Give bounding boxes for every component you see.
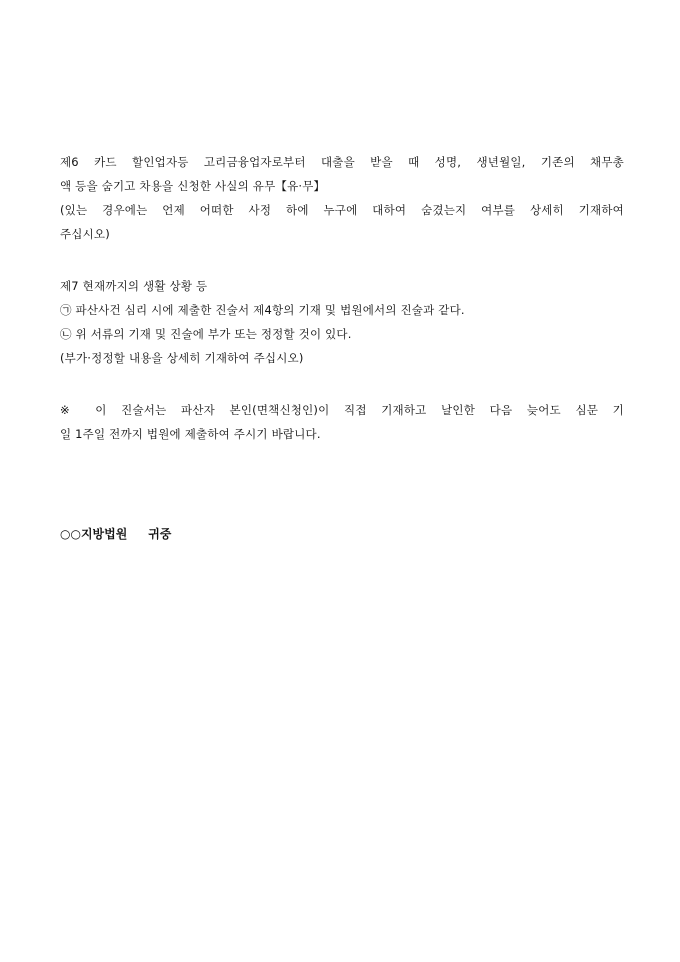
submission-note-line: ※ 이 진술서는 파산자 본인(면책신청인)이 직접 기재하고 날인한 다음 늦어도 심문 기 — [60, 403, 624, 417]
section-6-line: (있는 경우에는 언제 어떠한 사정 하에 누구에 대하여 숨겼는지 여부를 상세히 기재하여 — [60, 203, 624, 217]
section-7-living-situation — [60, 274, 624, 370]
section-7-option-a: ㉠ 파산사건 심리 시에 제출한 진술서 제4항의 기재 및 법원에서의 진술과 같다. — [60, 303, 465, 317]
section-6-line: 주십시오) — [60, 227, 110, 241]
section-6-line: 제6 카드 할인업자등 고리금융업자로부터 대출을 받을 때 성명, 생년월일, 기존의 채무총 — [60, 155, 624, 169]
section-6-unreported-borrowing — [60, 150, 624, 246]
submission-note-line: 일 1주일 전까지 법원에 제출하여 주시기 바랍니다. — [60, 427, 321, 441]
court-addressee: ○○지방법원 귀중 — [60, 527, 172, 541]
section-7-heading: 제7 현재까지의 생활 상황 등 — [60, 279, 208, 293]
section-6-line: 액 등을 숨기고 차용을 신청한 사실의 유무【유·무】 — [60, 179, 326, 193]
submission-note — [60, 398, 624, 446]
section-7-option-b: ㉡ 위 서류의 기재 및 진술에 부가 또는 정정할 것이 있다. — [60, 327, 352, 341]
section-7-instruction: (부가·정정할 내용을 상세히 기재하여 주십시오) — [60, 351, 304, 365]
